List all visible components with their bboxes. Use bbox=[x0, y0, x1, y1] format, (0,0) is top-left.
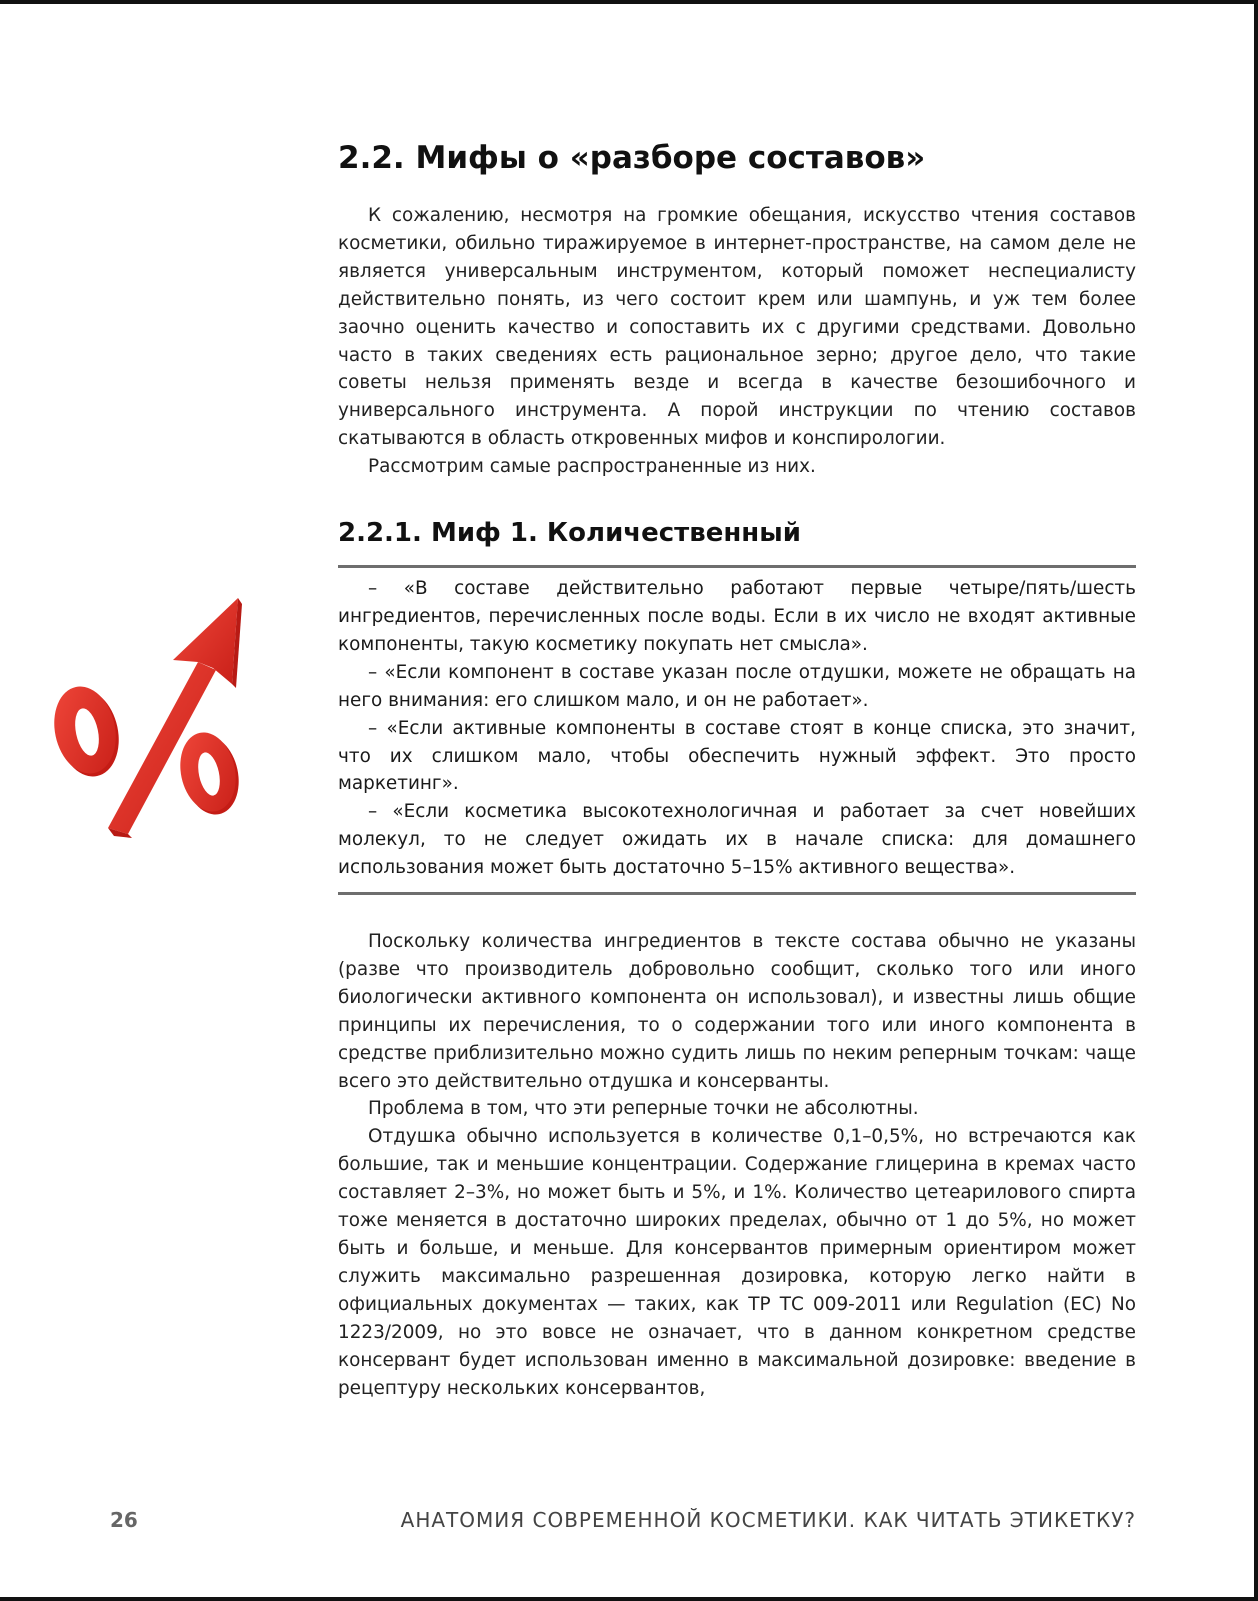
page-bottom-border bbox=[0, 1597, 1258, 1601]
subsection-title: 2.2.1. Миф 1. Количественный bbox=[338, 518, 801, 549]
running-footer-title: АНАТОМИЯ СОВРЕМЕННОЙ КОСМЕТИКИ. КАК ЧИТАТЬ ЭТИКЕТКУ? bbox=[400, 1508, 1136, 1532]
page-content bbox=[338, 138, 1136, 1402]
body-paragraph: Проблема в том, что эти реперные точки не абсолютны. bbox=[368, 1098, 919, 1120]
page-number: 26 bbox=[110, 1508, 138, 1532]
intro-paragraph: Рассмотрим самые распространенные из них. bbox=[368, 456, 816, 478]
intro-paragraph: К сожалению, несмотря на громкие обещания, искусство чтения составов косметики, обильно тиражируемое в интернет-пространстве, на самом деле не является универсальным инструментом, который поможет неспециалисту действительно понять, из чего состоит крем или шампунь, и уж тем более заочно оценить качество и сопоставить их с другими средствами. Довольно часто в таких сведениях есть рациональное зерно; другое дело, что такие советы нельзя применять везде и всегда в качестве безошибочного и универсального инструмента. А порой инструкции по чтению составов скатываются в область откровенных мифов и конспирологии. bbox=[338, 205, 1136, 450]
page-right-border bbox=[1254, 0, 1258, 1601]
myth-quote: – «Если косметика высокотехнологичная и работает за счет новейших молекул, то не следует ожидать их в начале списка: для домашнего использования может быть достаточно 5–15% активного вещества». bbox=[338, 801, 1136, 879]
myth-quotes-block bbox=[338, 568, 1136, 892]
body-paragraph: Отдушка обычно используется в количестве 0,1–0,5%, но встречаются как большие, так и меньшие концентрации. Содержание глицерина в кремах часто составляет 2–3%, но может быть и 5%, и 1%. Количество цетеарилового спирта тоже меняется в достаточно широких пределах, обычно от 1 до 5%, но может быть и больше, и меньше. Для консервантов примерным ориентиром может служить максимально разрешенная дозировка, которую легко найти в официальных документах — таких, как ТР ТС 009-2011 или Regulation (EC) No 1223/2009, но это вовсе не означает, что в данном конкретном средстве консервант будет использован именно в максимальной дозировке: введение в рецептуру нескольких консервантов, bbox=[338, 1126, 1136, 1399]
page-top-border bbox=[0, 0, 1258, 4]
section-title: 2.2. Мифы о «разборе составов» bbox=[338, 140, 926, 176]
myth-quote: – «Если компонент в составе указан после отдушки, можете не обращать на него внимания: его слишком мало, и он не работает». bbox=[338, 661, 1136, 711]
myth-quote: – «В составе действительно работают первые четыре/пять/шесть ингредиентов, перечисленных после воды. Если в их число не входят активные компоненты, такую косметику покупать нет смысла». bbox=[338, 578, 1136, 655]
percent-growth-arrow-icon bbox=[48, 598, 258, 868]
myth-quote: – «Если активные компоненты в составе стоят в конце списка, это значит, что их слишком мало, чтобы обеспечить нужный эффект. Это просто маркетинг». bbox=[338, 717, 1136, 795]
body-paragraph: Поскольку количества ингредиентов в тексте состава обычно не указаны (разве что производитель добровольно сообщит, сколько того или иного биологически активного компонента он использовал), и известны лишь общие принципы их перечисления, то о содержании того или иного компонента в средстве приблизительно можно судить лишь по неким реперным точкам: чаще всего это действительно отдушка и консерванты. bbox=[338, 931, 1136, 1092]
